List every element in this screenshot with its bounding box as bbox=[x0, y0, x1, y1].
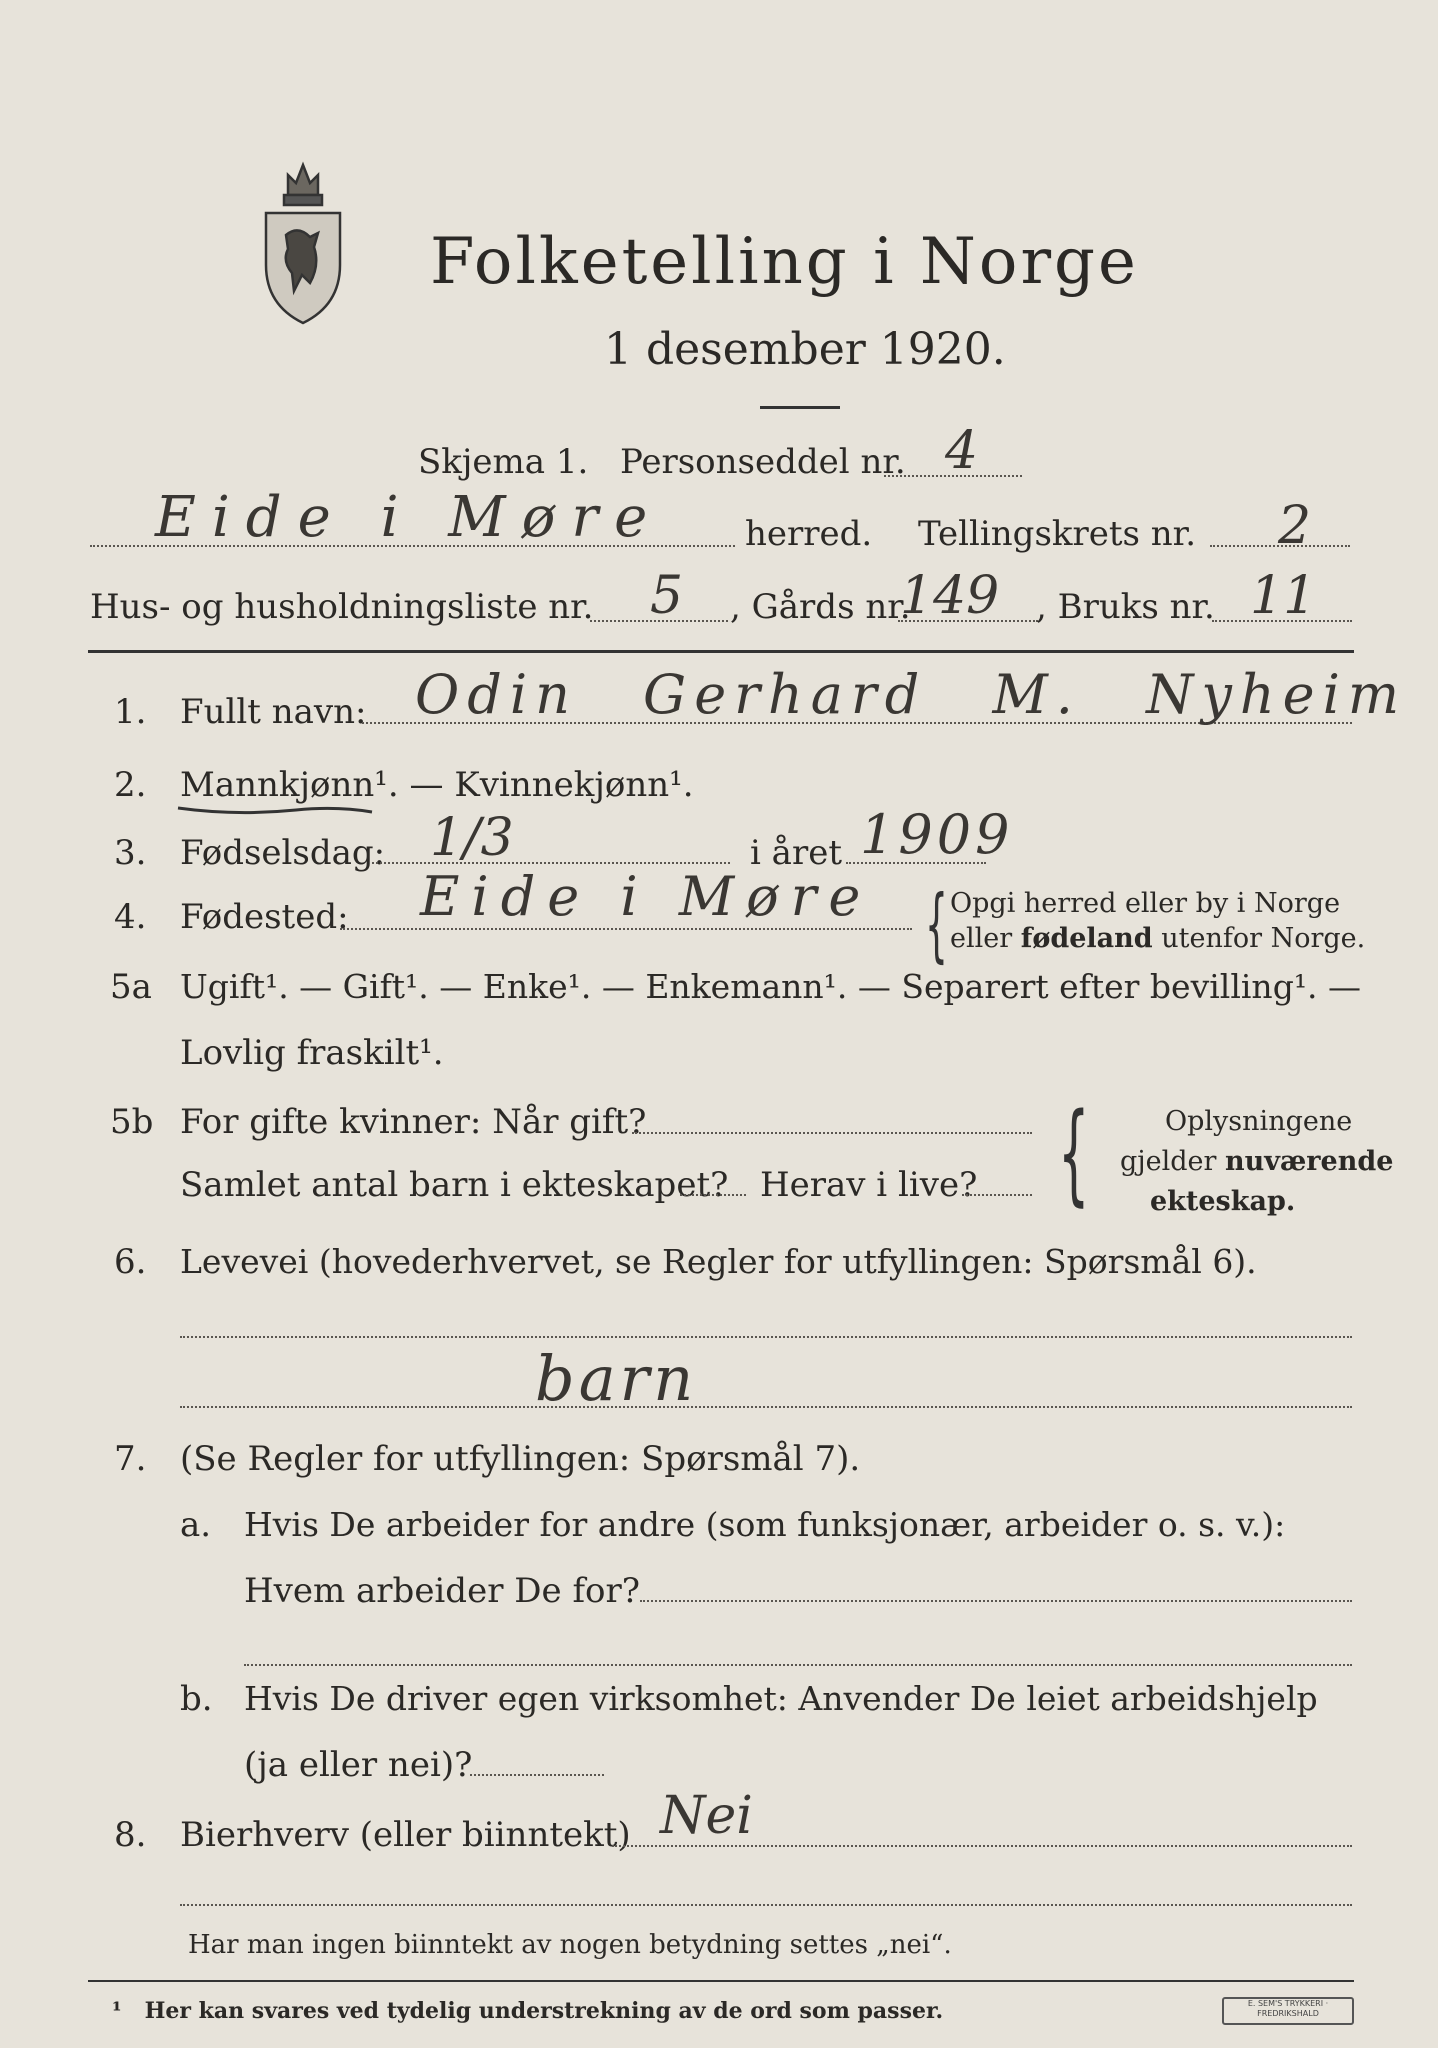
birthplace-note-line2: eller fødeland utenfor Norge. bbox=[950, 923, 1366, 954]
q3-number: 3. bbox=[114, 833, 147, 873]
q1-label: Fullt navn: bbox=[180, 692, 367, 732]
q7b-yes-no-label: (ja eller nei)? bbox=[244, 1745, 473, 1785]
household-list-value: 5 bbox=[650, 566, 684, 626]
q5a-number: 5a bbox=[110, 967, 152, 1007]
norwegian-coat-of-arms-icon bbox=[258, 155, 348, 325]
birthplace-field[interactable] bbox=[340, 928, 912, 930]
form-title: Folketelling i Norge bbox=[430, 225, 1139, 299]
personseddel-label: Personseddel nr. bbox=[620, 442, 906, 482]
bruks-label: , Bruks nr. bbox=[1036, 587, 1215, 627]
form-date: 1 desember 1920. bbox=[604, 324, 1006, 375]
q3-label: Fødselsdag: bbox=[180, 833, 386, 873]
schema-label: Skjema 1. bbox=[418, 442, 589, 482]
q7-label: (Se Regler for utfyllingen: Spørsmål 7). bbox=[180, 1439, 861, 1479]
tellingskrets-value: 2 bbox=[1278, 496, 1312, 556]
male-underline-mark bbox=[176, 800, 376, 820]
q4-label: Fødested: bbox=[180, 897, 349, 937]
q1-number: 1. bbox=[114, 692, 147, 732]
q2-number: 2. bbox=[114, 765, 147, 805]
gender-male-option[interactable] bbox=[180, 765, 694, 805]
bruks-value: 11 bbox=[1250, 566, 1317, 626]
gender-female-label: Kvinnekjønn¹. bbox=[454, 765, 694, 805]
side-income-value: Nei bbox=[660, 1786, 753, 1846]
birthplace-note-brace: { bbox=[925, 878, 948, 971]
q7b-letter: b. bbox=[180, 1679, 213, 1719]
footnote-text: Her kan svares ved tydelig understrekning av de ord som passer. bbox=[144, 1998, 944, 2024]
employer-field-line1[interactable] bbox=[640, 1600, 1352, 1602]
footnote bbox=[112, 2000, 943, 2022]
birthday-field[interactable] bbox=[372, 862, 730, 864]
birthplace-note-line1: Opgi herred eller by i Norge bbox=[950, 888, 1341, 919]
q7a-question: Hvis De arbeider for andre (som funksjonær, arbeider o. s. v.): bbox=[244, 1505, 1286, 1544]
gards-label: , Gårds nr. bbox=[730, 587, 911, 627]
birthplace-value: Eide i Møre bbox=[420, 865, 873, 928]
marital-status-options[interactable]: Ugift¹. — Gift¹. — Enke¹. — Enkemann¹. — Separert efter bevilling¹. — bbox=[180, 967, 1362, 1006]
header-rule bbox=[88, 650, 1354, 653]
printer-stamp: E. SEM'S TRYKKERI · FREDRIKSHALD bbox=[1222, 1997, 1354, 2025]
divorced-option[interactable]: Lovlig fraskilt¹. bbox=[180, 1033, 444, 1073]
tellingskrets-label: Tellingskrets nr. bbox=[918, 514, 1197, 554]
q7-number: 7. bbox=[114, 1439, 147, 1479]
children-total-label: Samlet antal barn i ekteskapet? bbox=[180, 1165, 729, 1205]
occupation-field-line1[interactable] bbox=[180, 1336, 1352, 1338]
occupation-field-line2[interactable] bbox=[180, 1406, 1352, 1408]
side-income-field-line2[interactable] bbox=[180, 1904, 1352, 1906]
q5b-number: 5b bbox=[110, 1102, 154, 1142]
marriage-note-line1: Oplysningene bbox=[1165, 1106, 1353, 1137]
birth-year-value: 1909 bbox=[860, 803, 1014, 866]
married-when-label: For gifte kvinner: Når gift? bbox=[180, 1102, 647, 1142]
gender-separator: — bbox=[398, 765, 455, 805]
q7a-employer-label: Hvem arbeider De for? bbox=[244, 1571, 640, 1611]
q6-number: 6. bbox=[114, 1242, 147, 1282]
hired-help-field[interactable] bbox=[470, 1774, 604, 1776]
marriage-note-line2: gjelder nuværende bbox=[1120, 1146, 1394, 1177]
gender-male-label: Mannkjønn¹. bbox=[180, 765, 399, 805]
birthday-value: 1/3 bbox=[430, 808, 514, 868]
herred-label: herred. bbox=[745, 514, 873, 554]
children-alive-label: Herav i live? bbox=[760, 1165, 978, 1205]
q7b-question: Hvis De driver egen virksomhet: Anvender De leiet arbeidshjelp bbox=[244, 1679, 1318, 1718]
footnote-number: ¹ bbox=[112, 1998, 122, 2024]
q4-number: 4. bbox=[114, 897, 147, 937]
occupation-value: barn bbox=[535, 1342, 698, 1415]
q7a-letter: a. bbox=[180, 1505, 212, 1545]
q8-number: 8. bbox=[114, 1815, 147, 1855]
personseddel-value: 4 bbox=[945, 421, 979, 481]
q6-label: Levevei (hovederhvervet, se Regler for utfyllingen: Spørsmål 6). bbox=[180, 1242, 1257, 1281]
married-when-field[interactable] bbox=[632, 1132, 1032, 1134]
marriage-note-brace: { bbox=[1058, 1089, 1090, 1217]
title-divider bbox=[760, 406, 840, 409]
q8-label: Bierhverv (eller biinntekt) bbox=[180, 1815, 631, 1855]
herred-value: Eide i Møre bbox=[155, 485, 664, 550]
no-income-note: Har man ingen biinntekt av nogen betydning settes „nei“. bbox=[188, 1930, 952, 1960]
children-total-field[interactable] bbox=[680, 1194, 746, 1196]
birth-year-label: i året bbox=[750, 833, 842, 873]
footnote-rule bbox=[88, 1980, 1354, 1982]
gards-value: 149 bbox=[900, 566, 1000, 626]
children-alive-field[interactable] bbox=[962, 1194, 1032, 1196]
full-name-value: Odin Gerhard M. Nyheim bbox=[415, 663, 1408, 726]
household-list-label: Hus- og husholdningsliste nr. bbox=[90, 587, 594, 627]
employer-field-line2[interactable] bbox=[244, 1664, 1352, 1666]
marriage-note-line3: ekteskap. bbox=[1150, 1186, 1296, 1217]
